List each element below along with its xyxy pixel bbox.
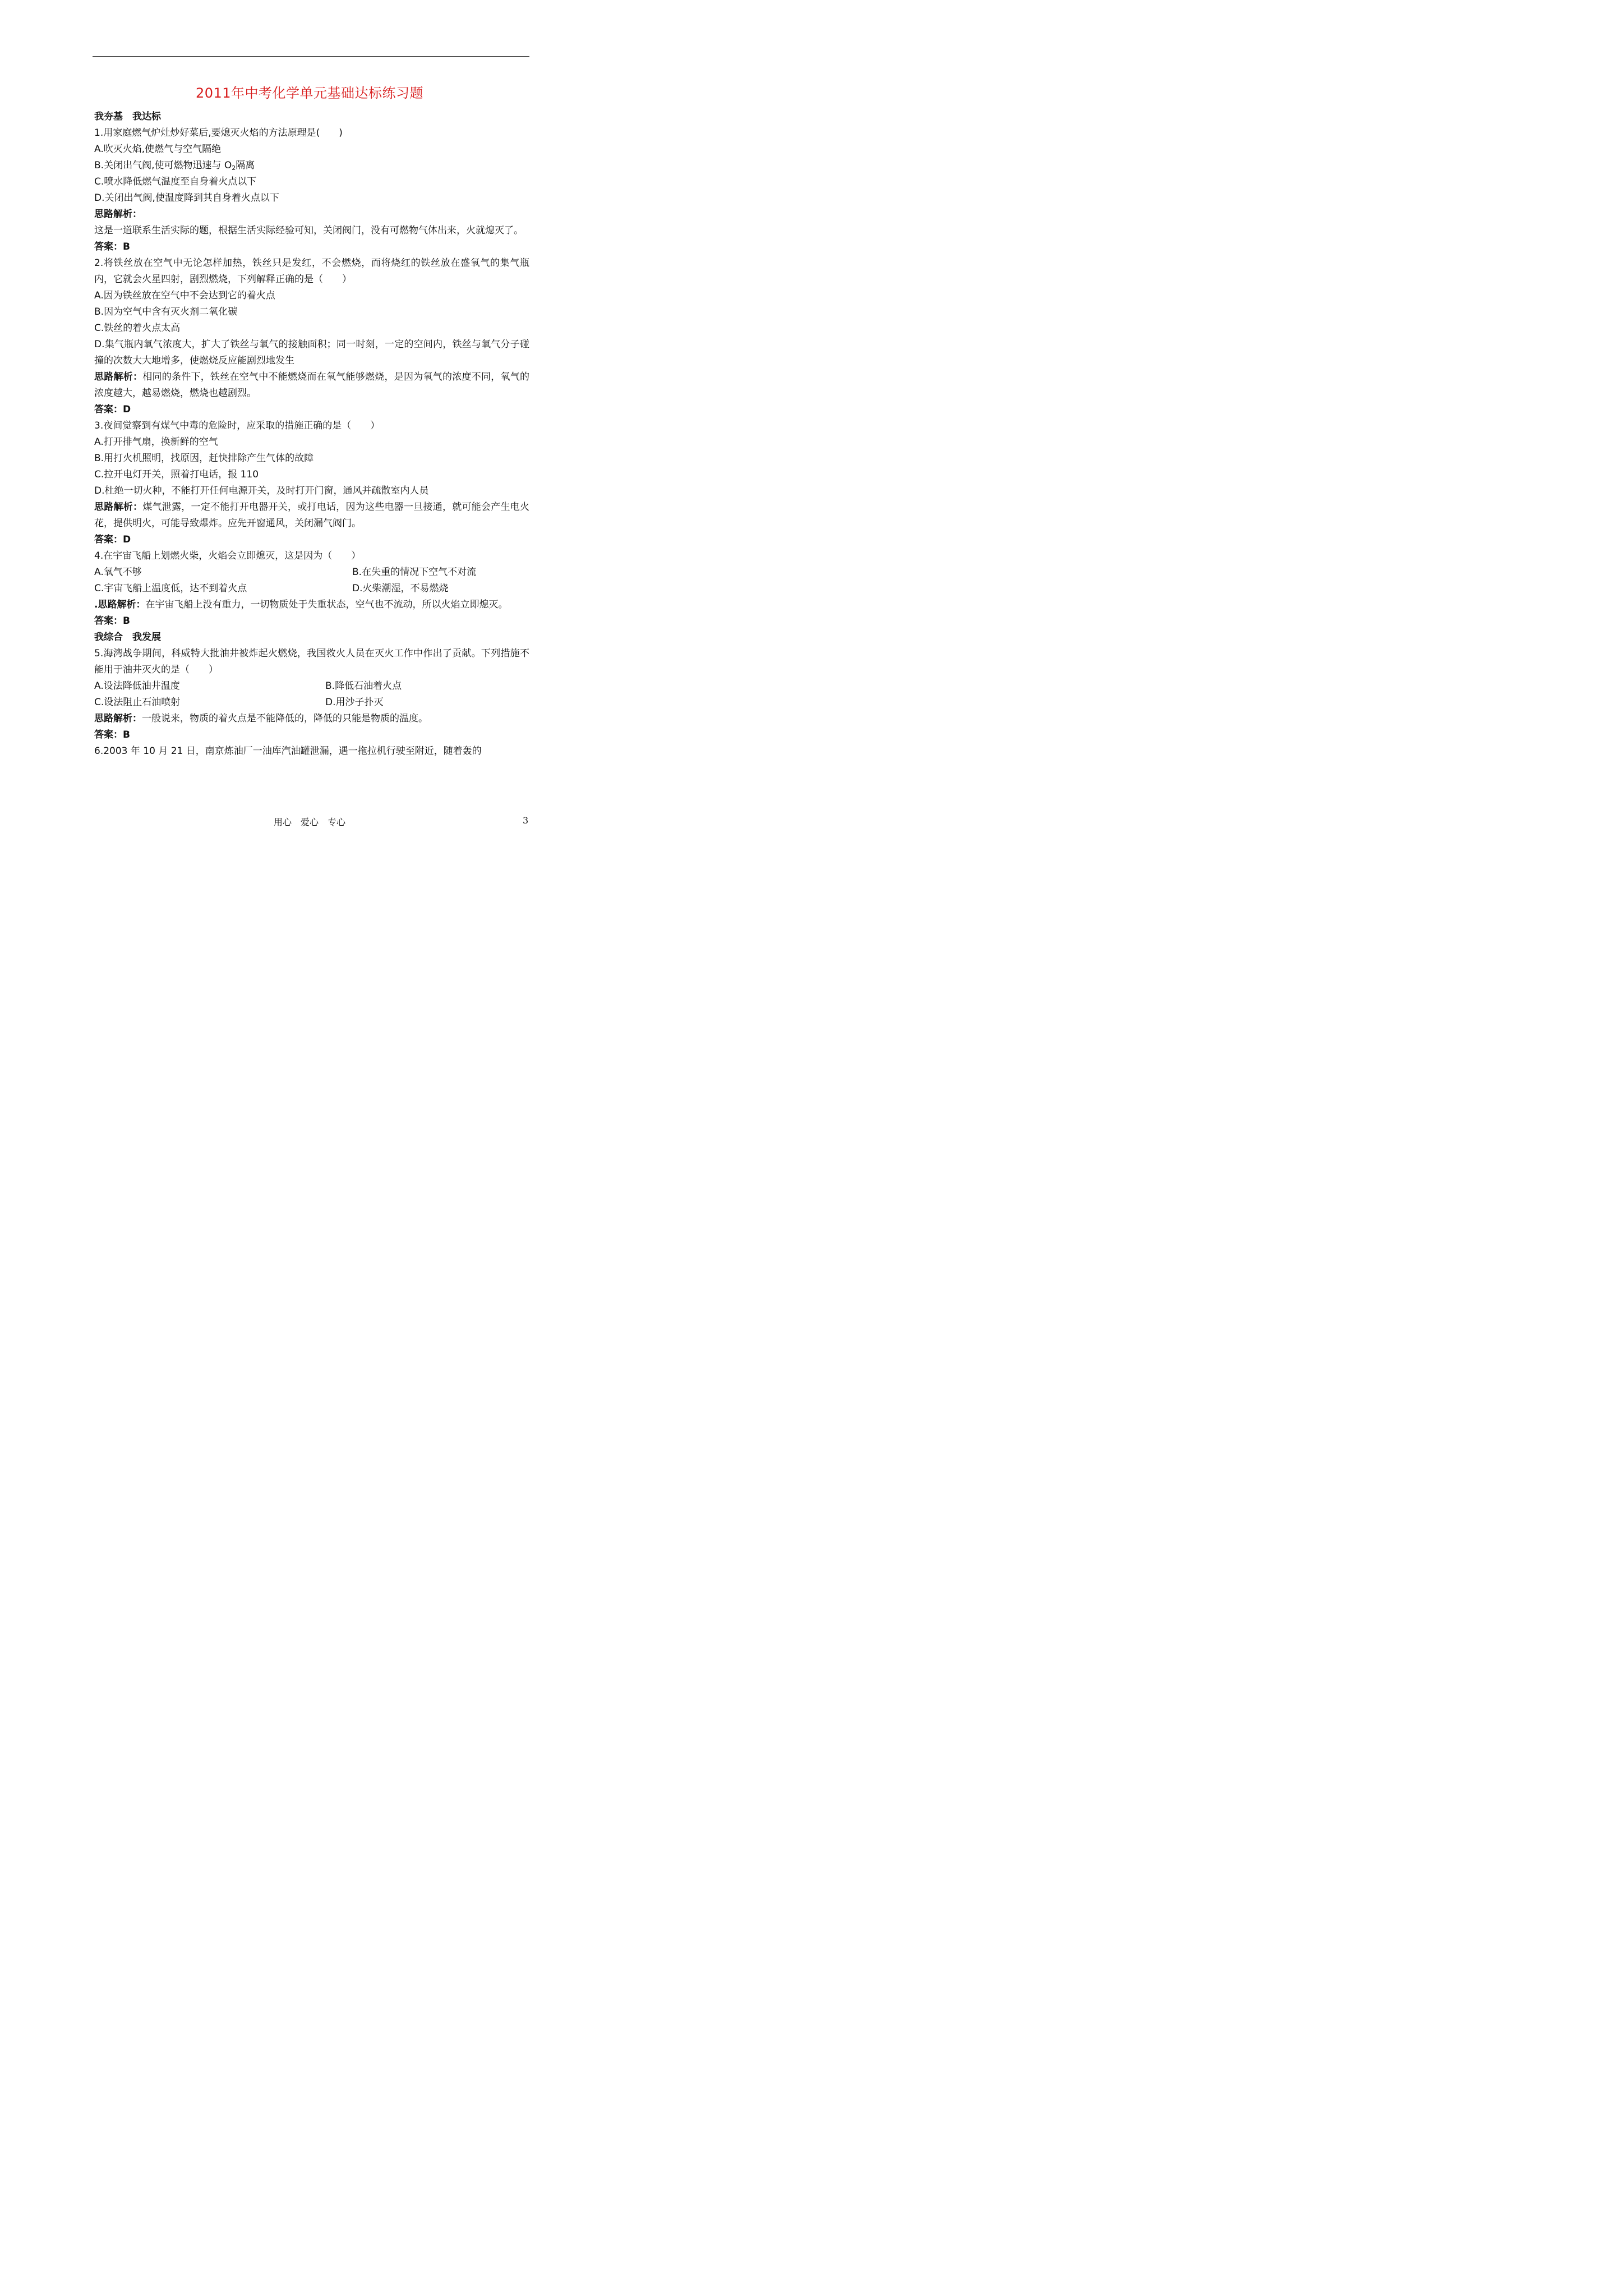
page-number: 3	[523, 815, 529, 826]
q3-analysis-label: 思路解析：	[94, 501, 143, 513]
q1-option-b	[94, 158, 529, 174]
q5-analysis-label: 思路解析：	[94, 713, 142, 724]
q1-option-b-text: B.关闭出气阀,使可燃物迅速与 O	[94, 160, 232, 171]
q3-option-a: A.打开排气扇，换新鲜的空气	[94, 436, 218, 448]
q1-analysis-label: 思路解析：	[94, 209, 142, 220]
q4-options-row-1	[94, 564, 529, 581]
q2-option-d: D.集气瓶内氧气浓度大，扩大了铁丝与氧气的接触面积；同一时刻，一定的空间内，铁丝与氧气分子碰撞的次数大大地增多，使燃烧反应能剧烈地发生	[94, 339, 529, 366]
q4-options-row-2	[94, 581, 529, 597]
q5-option-d: D.用沙子扑灭	[325, 697, 384, 708]
q5-option-a: A.设法降低油井温度	[94, 680, 180, 692]
q4-option-a: A.氧气不够	[94, 567, 142, 578]
q2-option-a: A.因为铁丝放在空气中不会达到它的着火点	[94, 290, 275, 301]
q6-stem: 6.2003 年 10 月 21 日，南京炼油厂一油库汽油罐泄漏，遇一拖拉机行驶至附近，随着轰的	[94, 746, 482, 757]
header-rule	[93, 56, 529, 57]
section-heading-advanced: 我综合 我发展	[94, 632, 161, 643]
q4-analysis	[94, 597, 529, 613]
q2-analysis	[94, 369, 529, 402]
q5-option-b: B.降低石油着火点	[325, 680, 402, 692]
q5-options-row-2	[94, 694, 529, 711]
q1-option-d: D.关闭出气阀,使温度降到其自身着火点以下	[94, 192, 279, 204]
q1-option-a: A.吹灭火焰,使燃气与空气隔绝	[94, 144, 222, 155]
q3-option-d: D.杜绝一切火种，不能打开任何电源开关，及时打开门窗，通风并疏散室内人员	[94, 485, 429, 496]
q1-option-c: C.喷水降低燃气温度至自身着火点以下	[94, 176, 257, 187]
document-title: 2011年中考化学单元基础达标练习题	[195, 85, 424, 101]
q5-analysis-text: 一般说来，物质的着火点是不能降低的，降低的只能是物质的温度。	[142, 713, 428, 724]
q2-analysis-text: 相同的条件下，铁丝在空气中不能燃烧而在氧气能够燃烧，是因为氧气的浓度不同，氧气的浓度越大，越易燃烧，燃烧也越剧烈。	[94, 371, 529, 399]
q5-analysis	[94, 711, 529, 727]
q3-option-b: B.用打火机照明，找原因，赶快排除产生气体的故障	[94, 453, 314, 464]
q5-option-c: C.设法阻止石油喷射	[94, 697, 181, 708]
q4-option-c: C.宇宙飞船上温度低，达不到着火点	[94, 583, 247, 594]
q3-option-c: C.拉开电灯开关，照着打电话，报 110	[94, 469, 259, 480]
q4-option-b: B.在失重的情况下空气不对流	[352, 567, 477, 578]
q3-answer: 答案：D	[94, 534, 131, 545]
q4-answer: 答案：B	[94, 615, 130, 627]
q1-answer: 答案：B	[94, 241, 130, 252]
q3-analysis-text: 煤气泄露，一定不能打开电器开关，或打电话，因为这些电器一旦接通，就可能会产生电火花，提供明火，可能导致爆炸。应先开窗通风，关闭漏气阀门。	[94, 501, 529, 529]
q4-stem: 4.在宇宙飞船上划燃火柴，火焰会立即熄灭，这是因为（ ）	[94, 550, 361, 562]
q2-answer: 答案：D	[94, 404, 131, 415]
section-heading-basic: 我夯基 我达标	[94, 111, 161, 122]
q4-analysis-text: 在宇宙飞船上没有重力，一切物质处于失重状态，空气也不流动，所以火焰立即熄灭。	[145, 599, 508, 610]
q3-analysis	[94, 499, 529, 532]
q1-analysis-text: 这是一道联系生活实际的题，根据生活实际经验可知，关闭阀门，没有可燃物气体出来，火就熄灭了。	[94, 225, 523, 236]
q5-options-row-1	[94, 678, 529, 694]
q4-option-d: D.火柴潮湿，不易燃烧	[352, 583, 449, 594]
q5-answer: 答案：B	[94, 729, 130, 740]
q2-option-c: C.铁丝的着火点太高	[94, 323, 181, 334]
q2-option-b: B.因为空气中含有灭火剂二氧化碳	[94, 306, 238, 318]
q1-option-b-subscript: 2	[232, 164, 236, 172]
q5-stem: 5.海湾战争期间，科威特大批油井被炸起火燃烧，我国救火人员在灭火工作中作出了贡献。下列措施不能用于油井灭火的是（ ）	[94, 648, 529, 675]
q3-stem: 3.夜间觉察到有煤气中毒的危险时，应采取的措施正确的是（ ）	[94, 420, 380, 431]
q1-option-b-tail: 隔离	[236, 160, 255, 171]
q2-stem: 2.将铁丝放在空气中无论怎样加热，铁丝只是发红，不会燃烧，而将烧红的铁丝放在盛氧气的集气瓶内，它就会火星四射，剧烈燃烧，下列解释正确的是（ ）	[94, 257, 529, 285]
document-body	[94, 109, 529, 760]
q2-analysis-label: 思路解析：	[94, 371, 143, 383]
footer-motto: 用心 爱心 专心	[273, 817, 345, 827]
q1-stem: 1.用家庭燃气炉灶炒好菜后,要熄灭火焰的方法原理是( )	[94, 127, 343, 139]
q4-analysis-label: .思路解析：	[94, 599, 146, 610]
